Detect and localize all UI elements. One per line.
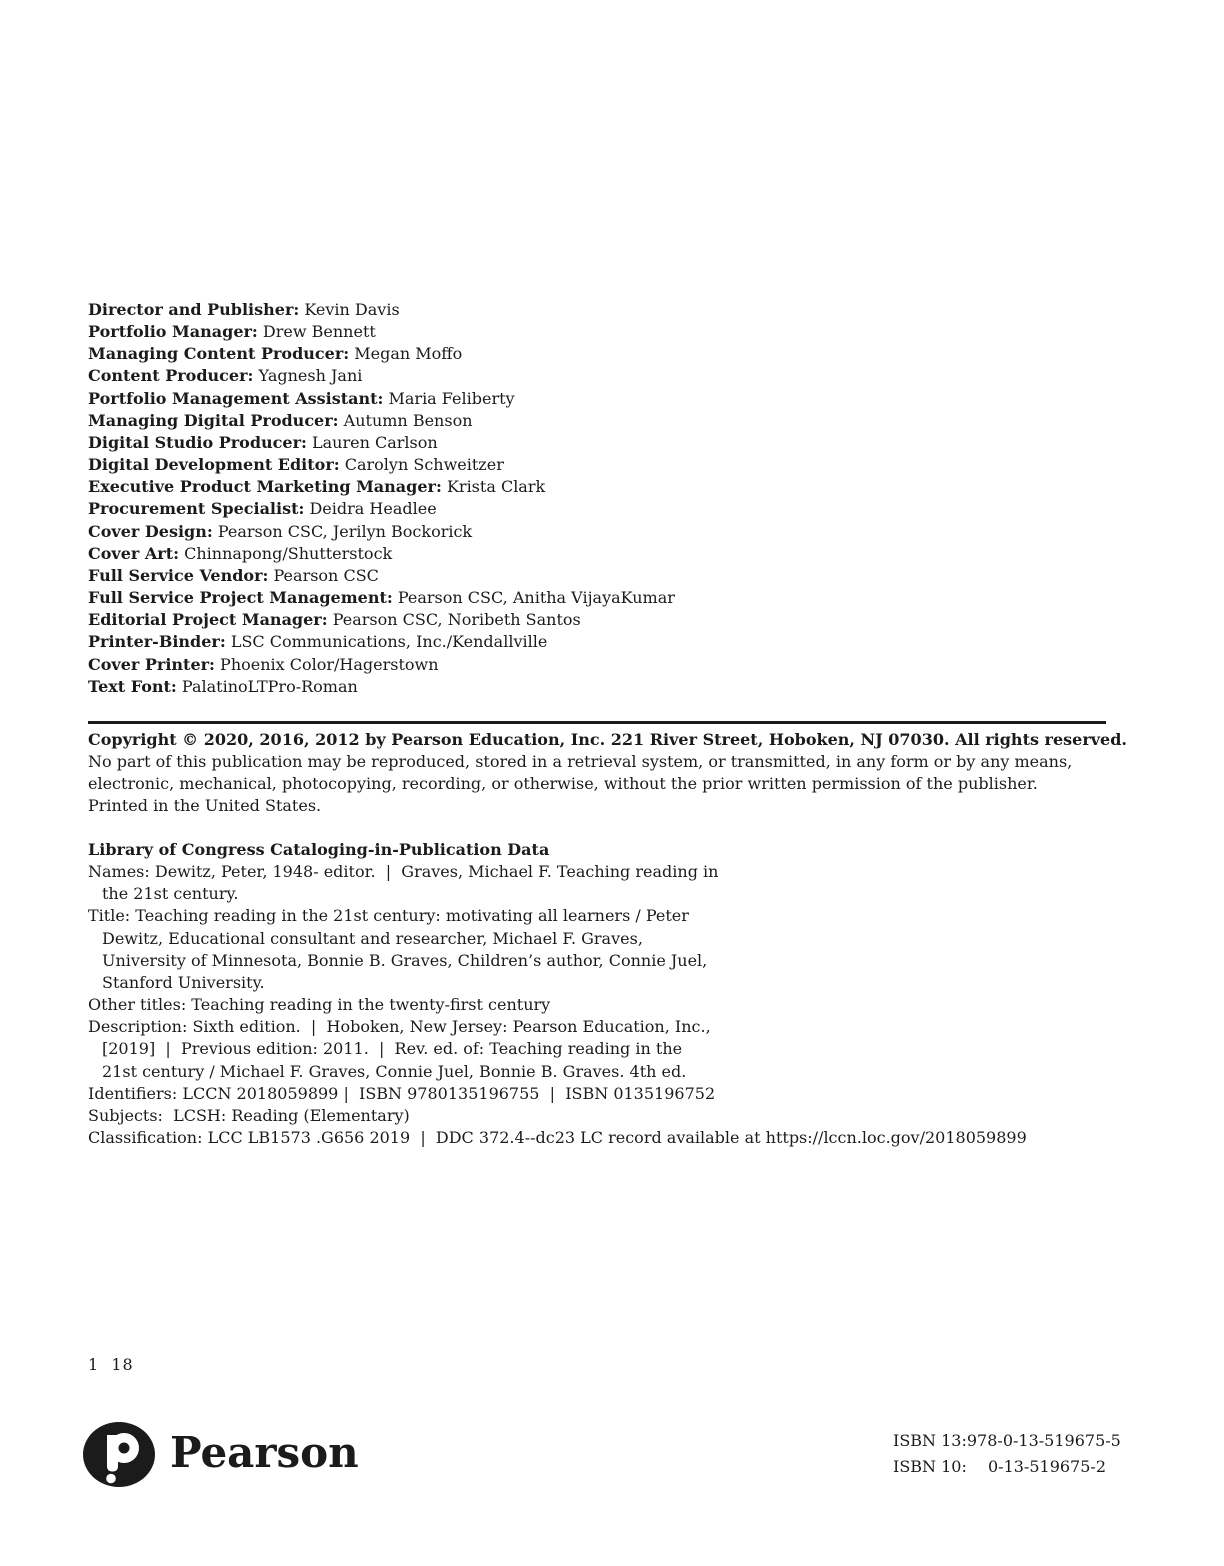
loc-line: Classification: LCC LB1573 .G656 2019 | DDC 372.4--dc23 LC record available at https://lccn.loc.gov/2018059899 <box>88 1128 1027 1148</box>
credit-name: Autumn Benson <box>338 410 473 430</box>
loc-line: Stanford University. <box>102 972 265 992</box>
credit-line <box>88 565 675 587</box>
isbn13-label: ISBN 13: <box>893 1431 967 1450</box>
credit-line <box>88 343 675 365</box>
credit-role: Portfolio Management Assistant: <box>88 388 384 408</box>
credit-name: Carolyn Schweitzer <box>339 455 504 475</box>
loc-line: 21st century / Michael F. Graves, Connie Juel, Bonnie B. Graves. 4th ed. <box>102 1061 687 1081</box>
credit-line <box>88 365 675 387</box>
credit-role: Digital Development Editor: <box>88 455 340 475</box>
credit-role: Executive Product Marketing Manager: <box>88 477 442 497</box>
credit-name: Phoenix Color/Hagerstown <box>214 654 439 674</box>
credit-name: Chinnapong/Shutterstock <box>179 543 393 563</box>
loc-cataloging-block <box>88 839 1027 1149</box>
loc-line: Title: Teaching reading in the 21st century: motivating all learners / Peter <box>88 906 689 926</box>
credit-line <box>88 609 675 631</box>
loc-line: Dewitz, Educational consultant and researcher, Michael F. Graves, <box>102 928 643 948</box>
credit-line <box>88 631 675 653</box>
isbn10-value: 0-13-519675-2 <box>987 1457 1106 1476</box>
isbn13-row <box>893 1428 1121 1454</box>
credit-name: Lauren Carlson <box>306 432 438 452</box>
copyright-line: electronic, mechanical, photocopying, recording, or otherwise, without the prior written permission of the publisher. <box>88 774 1038 794</box>
credit-role: Cover Design: <box>88 521 213 541</box>
loc-heading: Library of Congress Cataloging-in-Publication Data <box>88 840 550 859</box>
copyright-line: No part of this publication may be reproduced, stored in a retrieval system, or transmitted, in any form or by any means, <box>88 752 1073 772</box>
credit-line <box>88 543 675 565</box>
copyright-line: Printed in the United States. <box>88 796 322 816</box>
credit-role: Cover Art: <box>88 543 180 563</box>
credit-name: Krista Clark <box>441 477 546 497</box>
credit-line <box>88 654 675 676</box>
credit-name: Pearson CSC, Anitha VijayaKumar <box>392 588 675 608</box>
loc-line: the 21st century. <box>102 884 239 904</box>
loc-line: Other titles: Teaching reading in the twenty-first century <box>88 995 551 1015</box>
loc-line: University of Minnesota, Bonnie B. Graves, Children’s author, Connie Juel, <box>102 950 708 970</box>
printer-key: 1 18 <box>88 1355 134 1374</box>
credit-name: Pearson CSC, Noribeth Santos <box>327 610 581 630</box>
credit-line <box>88 521 675 543</box>
loc-line: Names: Dewitz, Peter, 1948- editor. | Graves, Michael F. Teaching reading in <box>88 862 719 882</box>
credit-line <box>88 410 675 432</box>
credit-name: Maria Feliberty <box>383 388 515 408</box>
credit-line <box>88 498 675 520</box>
loc-line: Description: Sixth edition. | Hoboken, New Jersey: Pearson Education, Inc., <box>88 1017 711 1037</box>
isbn-block <box>893 1428 1121 1480</box>
isbn10-row <box>893 1454 1106 1480</box>
credit-name: Deidra Headlee <box>304 499 437 519</box>
credit-line <box>88 476 675 498</box>
credit-line <box>88 587 675 609</box>
isbn13-value: 978-0-13-519675-5 <box>966 1431 1121 1450</box>
credit-line <box>88 432 675 454</box>
pearson-logo-icon <box>83 1422 155 1487</box>
copyright-block <box>88 729 1127 818</box>
divider-rule <box>88 721 1106 724</box>
credit-role: Procurement Specialist: <box>88 499 305 519</box>
credit-role: Portfolio Manager: <box>88 322 258 342</box>
credit-name: Pearson CSC, Jerilyn Bockorick <box>212 521 473 541</box>
credit-role: Cover Printer: <box>88 654 215 674</box>
loc-line: [2019] | Previous edition: 2011. | Rev. ed. of: Teaching reading in the <box>102 1039 683 1059</box>
credit-role: Digital Studio Producer: <box>88 432 307 452</box>
publisher-wordmark: Pearson <box>170 1428 359 1477</box>
credit-role: Full Service Project Management: <box>88 588 393 608</box>
credit-name: Kevin Davis <box>299 300 400 319</box>
credit-name: LSC Communications, Inc./Kendallville <box>225 632 548 652</box>
credit-line <box>88 299 675 321</box>
credit-role: Text Font: <box>88 676 177 696</box>
copyright-body <box>88 751 1127 817</box>
credit-role: Editorial Project Manager: <box>88 610 328 630</box>
credit-name: Megan Moffo <box>349 344 463 364</box>
credit-role: Full Service Vendor: <box>88 565 269 585</box>
credit-name: Drew Bennett <box>257 322 376 342</box>
loc-body <box>88 861 1027 1149</box>
credit-name: PalatinoLTPro-Roman <box>176 676 358 696</box>
credit-line <box>88 388 675 410</box>
credit-line <box>88 454 675 476</box>
credit-role: Printer-Binder: <box>88 632 226 652</box>
credit-role: Managing Digital Producer: <box>88 410 339 430</box>
credit-role: Managing Content Producer: <box>88 344 350 364</box>
credit-name: Pearson CSC <box>268 565 379 585</box>
publisher-logo <box>83 1422 359 1487</box>
credit-role: Content Producer: <box>88 366 254 386</box>
copyright-statement: Copyright © 2020, 2016, 2012 by Pearson Education, Inc. 221 River Street, Hoboken, NJ 07030. All rights reserved. <box>88 730 1127 749</box>
loc-line: Subjects: LCSH: Reading (Elementary) <box>88 1105 410 1125</box>
credit-line <box>88 321 675 343</box>
loc-line: Identifiers: LCCN 2018059899 | ISBN 9780135196755 | ISBN 0135196752 <box>88 1083 716 1103</box>
credit-line <box>88 676 675 698</box>
credit-name: Yagnesh Jani <box>253 366 363 386</box>
credits-block <box>88 299 675 698</box>
isbn10-label: ISBN 10: <box>893 1457 967 1476</box>
credit-role: Director and Publisher: <box>88 300 300 319</box>
